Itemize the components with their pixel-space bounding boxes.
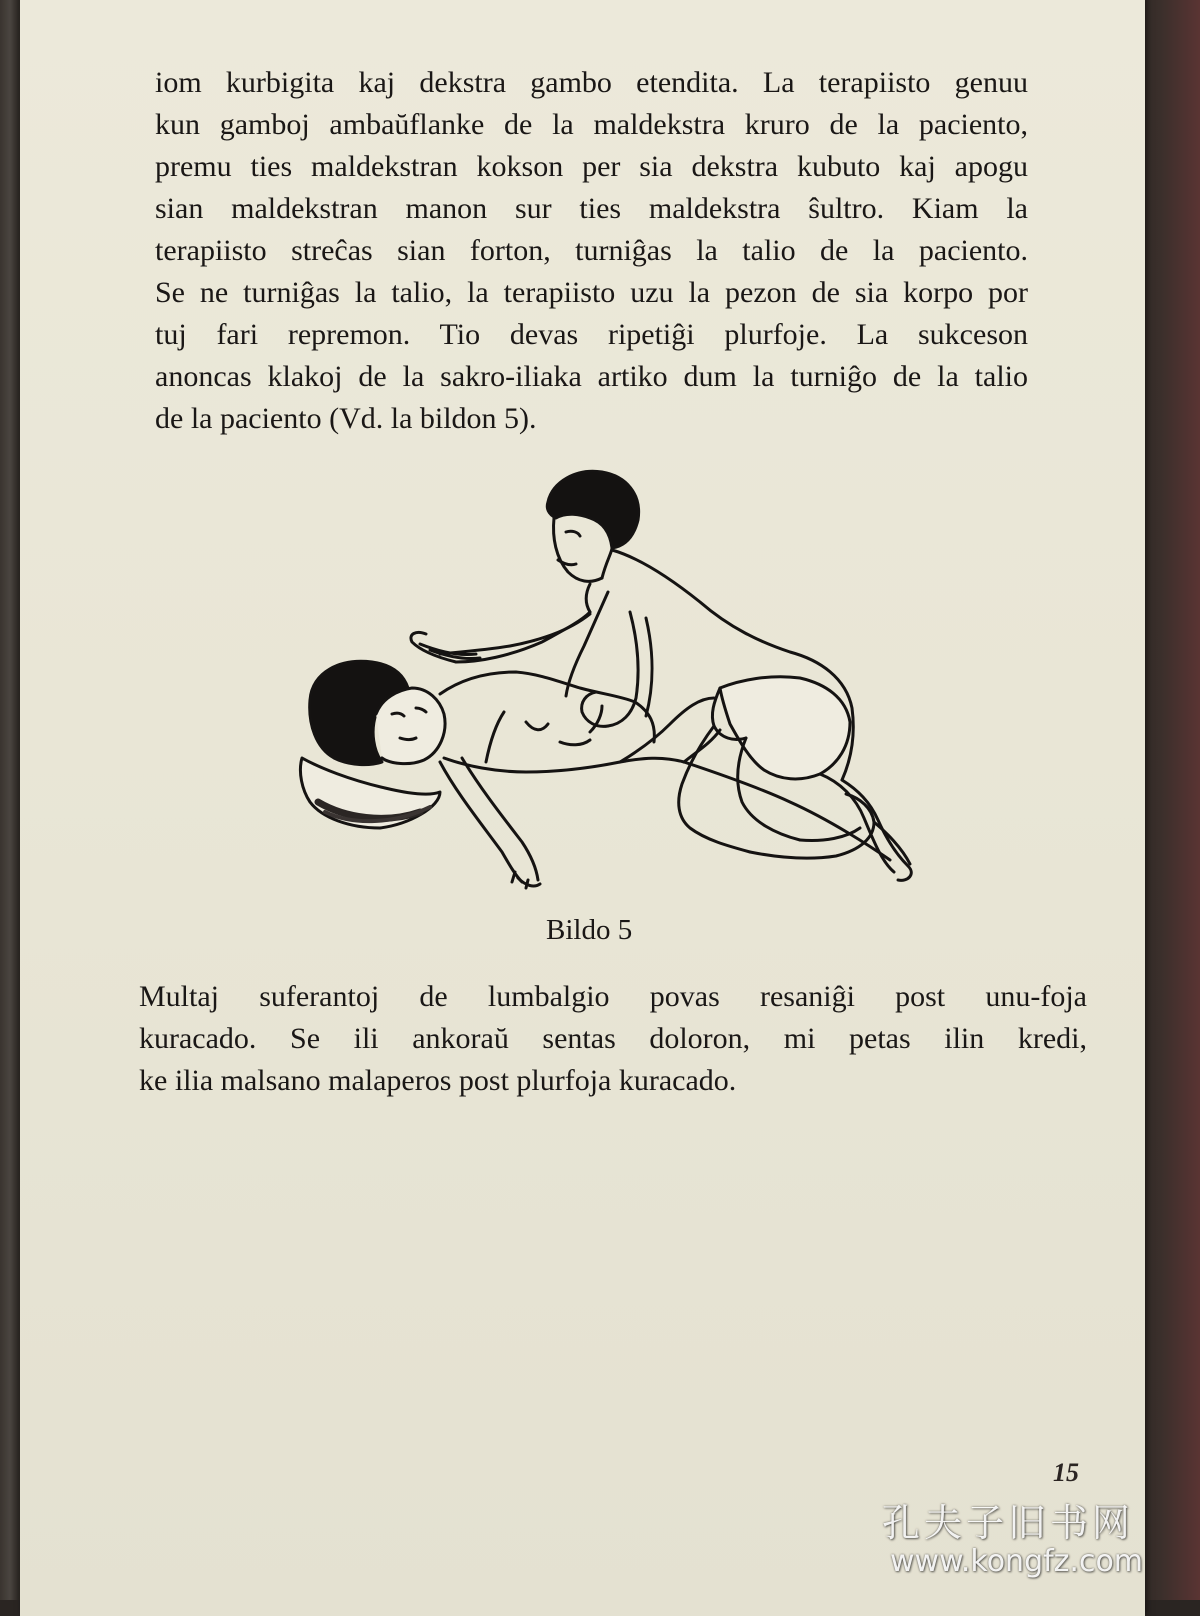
- text-line: premu ties maldekstran kokson per sia dekstra kubuto kaj apogu: [155, 150, 1028, 183]
- text-line: kuracado. Se ili ankoraŭ sentas doloron, mi petas ilin kredi,: [139, 1022, 1087, 1055]
- figure-caption: Bildo 5: [546, 914, 633, 946]
- book-page: [20, 0, 1145, 1616]
- text-line: sian maldekstran manon sur ties maldekstra ŝultro. Kiam la: [155, 192, 1028, 225]
- text-line: Se ne turniĝas la talio, la terapiisto uzu la pezon de sia korpo por: [155, 276, 1028, 309]
- text-line: kun gamboj ambaŭflanke de la maldekstra kruro de la paciento,: [155, 108, 1028, 141]
- watermark-title: 孔夫子旧书网: [882, 1501, 1135, 1545]
- paragraph-bottom: [139, 976, 1087, 1102]
- text-line: de la paciento (Vd. la bildon 5).: [155, 402, 537, 435]
- watermark-url: www.kongfz.com: [890, 1544, 1144, 1579]
- page-number: 15: [1053, 1458, 1079, 1487]
- paragraph-top: [155, 62, 1028, 440]
- site-watermark: [880, 1492, 1180, 1592]
- text-line: ke ilia malsano malaperos post plurfoja kuracado.: [139, 1064, 737, 1097]
- text-line: Multaj suferantoj de lumbalgio povas resaniĝi post unu-foja: [139, 980, 1087, 1013]
- text-line: tuj fari repremon. Tio devas ripetiĝi plurfoje. La sukceson: [155, 318, 1028, 351]
- text-line: anoncas klakoj de la sakro-iliaka artiko dum la turniĝo de la talio: [155, 360, 1028, 393]
- therapy-illustration: [290, 462, 930, 902]
- text-line: terapiisto streĉas sian forton, turniĝas la talio de la paciento.: [155, 234, 1028, 267]
- text-line: iom kurbigita kaj dekstra gambo etendita. La terapiisto genuu: [155, 66, 1028, 99]
